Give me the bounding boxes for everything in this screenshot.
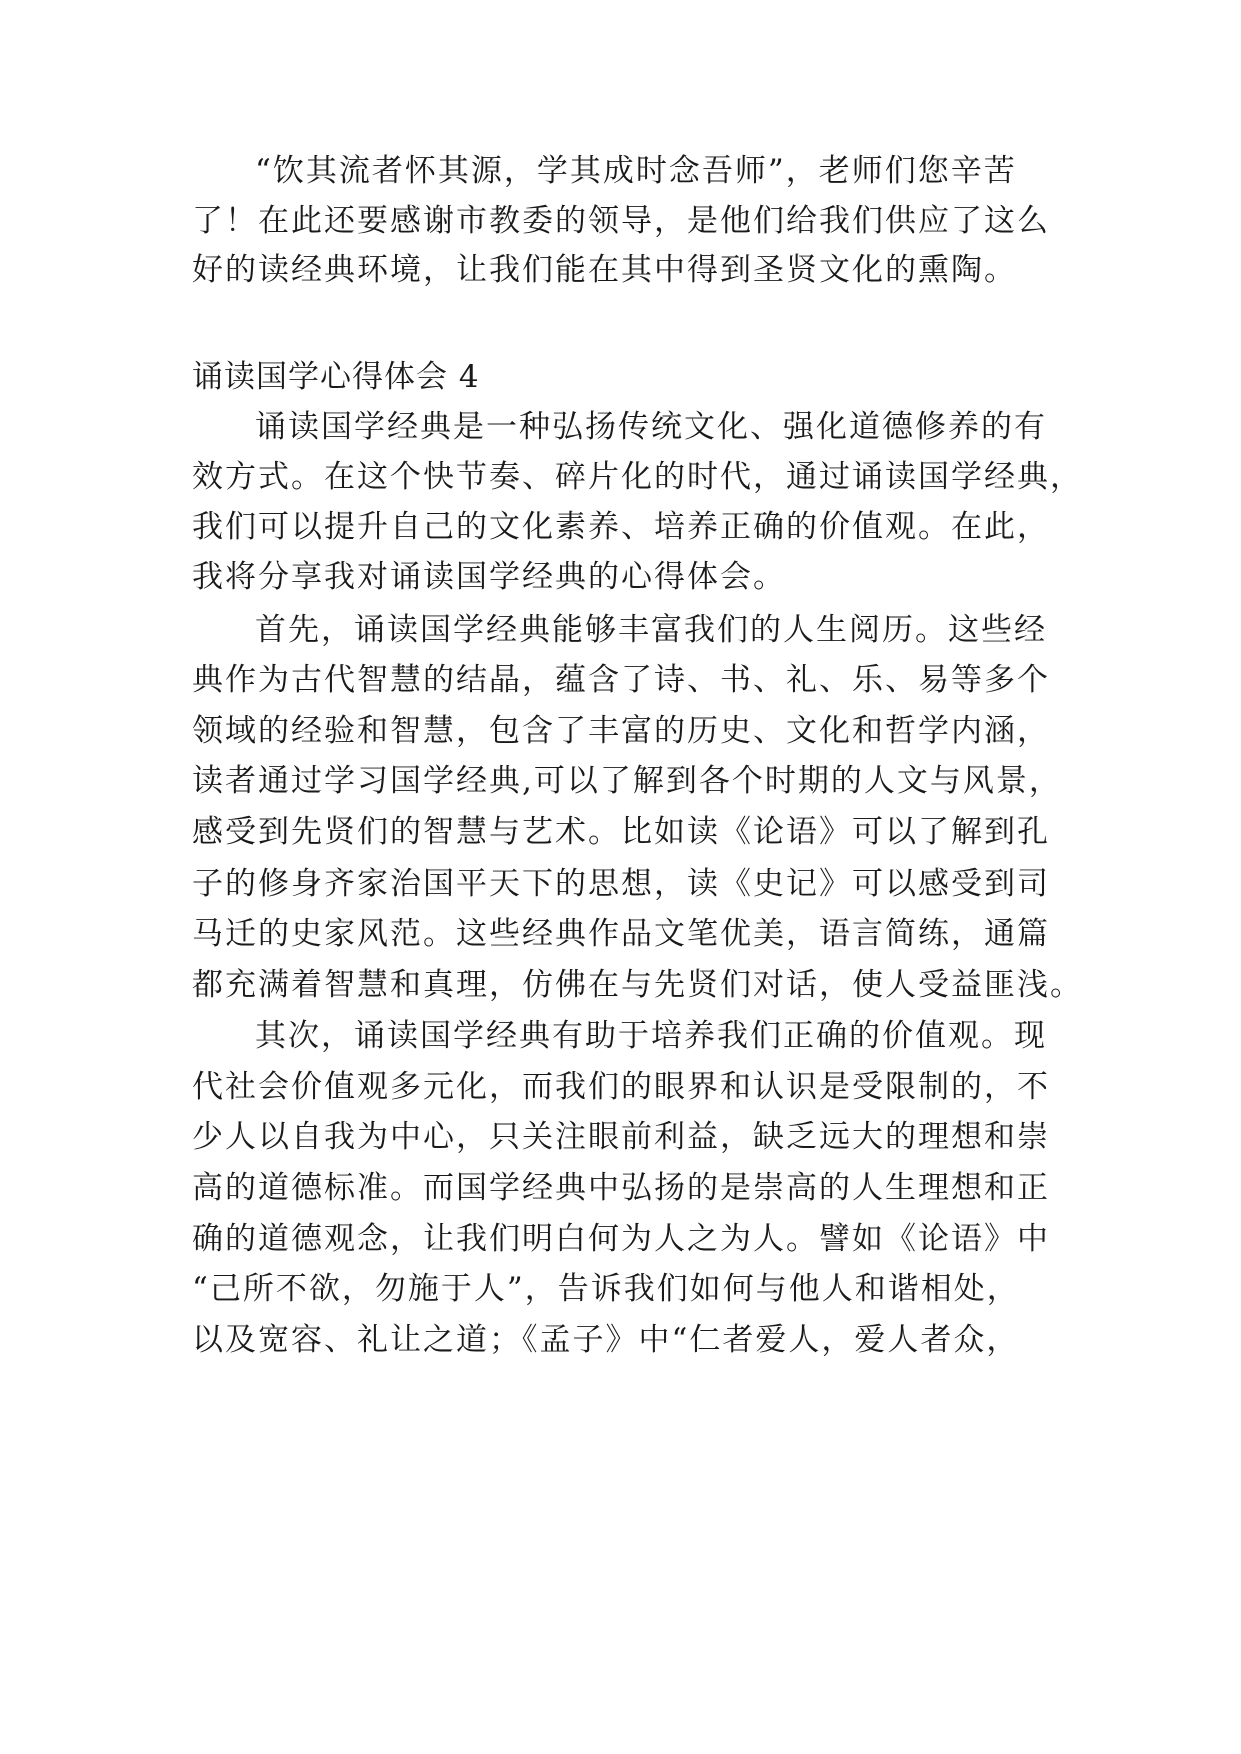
p2-line-8: 都充满着智慧和真理，仿佛在与先贤们对话，使人受益匪浅。 [192, 967, 1083, 1003]
p3-line-4: 高的道德标准。而国学经典中弘扬的是崇高的人生理想和正 [192, 1170, 1050, 1206]
intro-line-1: “饮其流者怀其源，学其成时念吾师”，老师们您辛苦 [255, 153, 1017, 189]
intro-line-3: 好的读经典环境，让我们能在其中得到圣贤文化的熏陶。 [192, 252, 1017, 288]
p2-line-6: 子的修身齐家治国平天下的思想，读《史记》可以感受到司 [192, 866, 1050, 902]
p3-line-5: 确的道德观念，让我们明白何为人之为人。譬如《论语》中 [192, 1221, 1050, 1257]
intro-line-2: 了！在此还要感谢市教委的领导，是他们给我们供应了这么 [192, 203, 1050, 239]
p2-line-4: 读者通过学习国学经典,可以了解到各个时期的人文与风景， [192, 763, 1062, 799]
p2-line-7: 马迁的史家风范。这些经典作品文笔优美，语言简练，通篇 [192, 916, 1050, 952]
p3-line-2: 代社会价值观多元化，而我们的眼界和认识是受限制的，不 [192, 1069, 1050, 1105]
p1-line-3: 我们可以提升自己的文化素养、培养正确的价值观。在此， [192, 509, 1050, 545]
p1-line-2: 效方式。在这个快节奏、碎片化的时代，通过诵读国学经典， [192, 459, 1083, 495]
p3-line-6: “己所不欲，勿施于人”，告诉我们如何与他人和谐相处， [192, 1271, 1020, 1307]
p1-line-1: 诵读国学经典是一种弘扬传统文化、强化道德修养的有 [255, 409, 1047, 445]
p2-line-5: 感受到先贤们的智慧与艺术。比如读《论语》可以了解到孔 [192, 814, 1050, 850]
p2-line-3: 领域的经验和智慧，包含了丰富的历史、文化和哲学内涵， [192, 713, 1050, 749]
p3-line-7: 以及宽容、礼让之道；《孟子》中“仁者爱人，爱人者众， [192, 1322, 1020, 1358]
p1-line-4: 我将分享我对诵读国学经典的心得体会。 [192, 559, 786, 595]
section-title: 诵读国学心得体会 4 [192, 359, 480, 395]
p2-line-2: 典作为古代智慧的结晶，蕴含了诗、书、礼、乐、易等多个 [192, 662, 1050, 698]
p2-line-1: 首先，诵读国学经典能够丰富我们的人生阅历。这些经 [255, 612, 1047, 648]
p3-line-3: 少人以自我为中心，只关注眼前利益，缺乏远大的理想和崇 [192, 1119, 1050, 1155]
p3-line-1: 其次，诵读国学经典有助于培养我们正确的价值观。现 [255, 1018, 1047, 1054]
